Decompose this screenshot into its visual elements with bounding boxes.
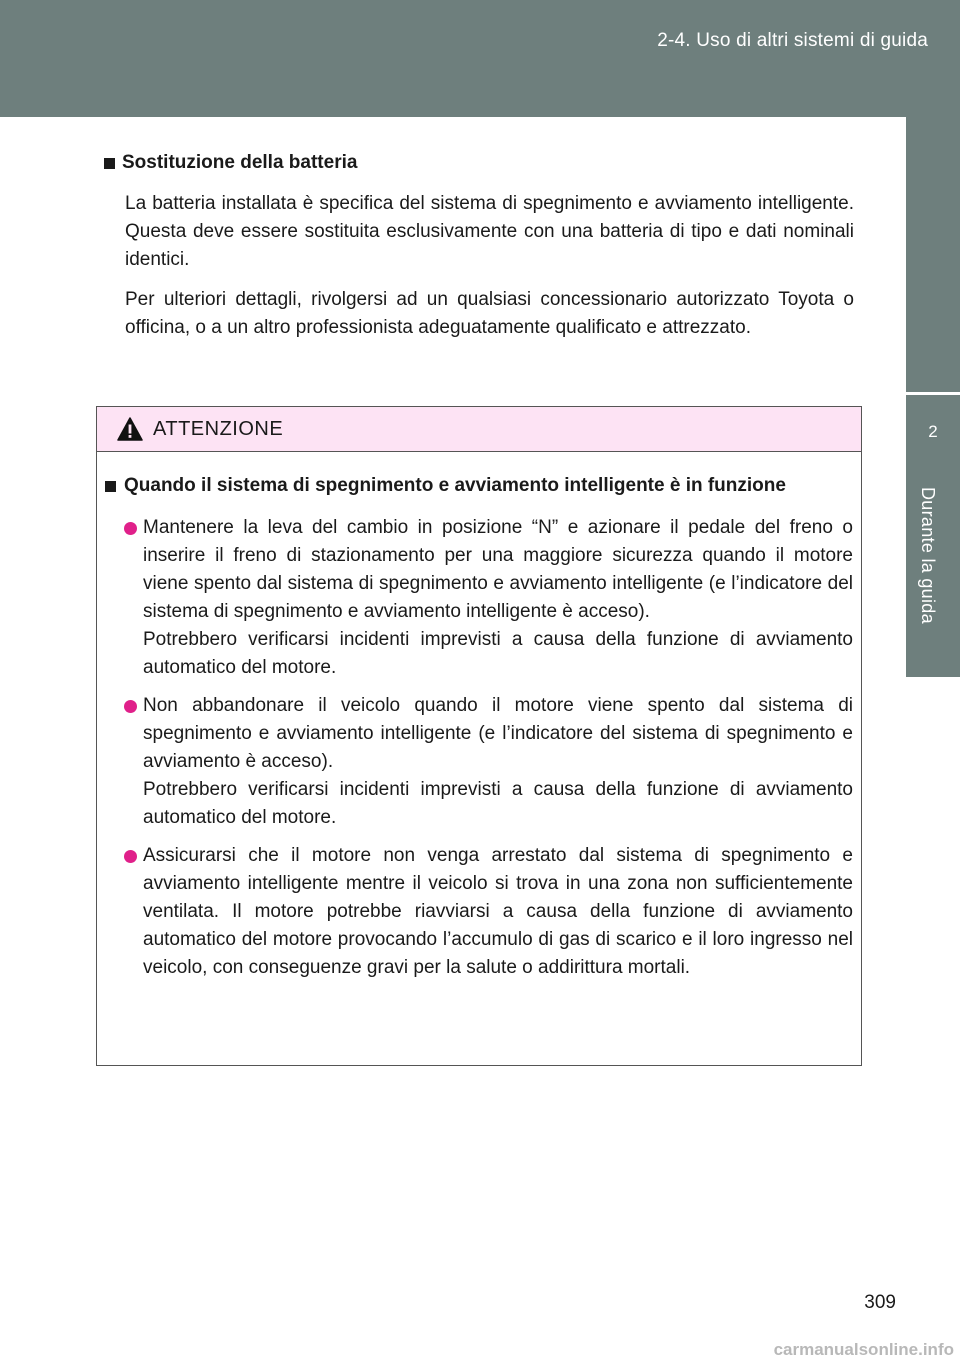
attention-body [97, 452, 861, 982]
list-item [105, 692, 853, 832]
attention-header [97, 407, 861, 452]
bullet-text: Assicurarsi che il motore non venga arrestato dal sistema di spegnimento e avviamento intelligente mentre il veicolo si trova in una zona non sufficientemente ventilata. Il motore potrebbe riavviarsi a causa della funzione di avviamento automatico del motore provocando l’accumulo di gas di scarico e il loro ingresso nel veicolo, con conseguenze gravi per la salute o addirittura mortali. [143, 845, 853, 978]
watermark: carmanualsonline.info [773, 1340, 954, 1359]
paragraph: Per ulteriori dettagli, rivolgersi ad un qualsiasi concessionario autorizzato Toyota o officina, o a un altro professionista adeguatamente qualificato e attrezzato. [125, 289, 854, 338]
attention-heading-text: Quando il sistema di spegnimento e avviamento intelligente è in funzione [124, 475, 786, 496]
bullet-dot-icon [124, 522, 137, 535]
chapter-side-tab [906, 117, 960, 677]
bullet-note: Potrebbero verificarsi incidenti imprevisti a causa della funzione di avviamento automatico del motore. [143, 779, 853, 828]
main-content [104, 152, 854, 354]
list-item [105, 514, 853, 682]
page-number: 309 [864, 1292, 896, 1313]
chapter-label: Durante la guida [918, 487, 938, 624]
section-heading [104, 152, 854, 174]
attention-heading [105, 472, 853, 500]
bullet-note: Potrebbero verificarsi incidenti imprevisti a causa della funzione di avviamento automatico del motore. [143, 629, 853, 678]
section-heading-text: Sostituzione della batteria [122, 152, 358, 173]
page-header-band [0, 0, 960, 117]
bullet-text: Non abbandonare il veicolo quando il motore viene spento dal sistema di spegnimento e avviamento intelligente (e l’indicatore del sistema di spegnimento e avviamento è acceso). [143, 695, 853, 772]
side-tab-divider [906, 117, 960, 395]
square-bullet-icon [104, 158, 115, 169]
warning-triangle-icon [117, 417, 143, 441]
attention-box [96, 406, 862, 1066]
square-bullet-icon [105, 481, 116, 492]
bullet-text: Mantenere la leva del cambio in posizione “N” e azionare il pedale del freno o inserire il freno di stazionamento per una maggiore sicurezza quando il motore viene spento dal sistema di spegnimento e avviamento intelligente (e l’indicatore del sistema di spegnimento e avviamento intelligente è acceso). [143, 517, 853, 622]
attention-title: ATTENZIONE [153, 417, 284, 440]
paragraph: La batteria installata è specifica del sistema di spegnimento e avviamento intelligente. Questa deve essere sostituita esclusivamente con una batteria di tipo e dati nominali identici. [125, 193, 854, 270]
section-title: 2-4. Uso di altri sistemi di guida [657, 30, 928, 51]
list-item [105, 842, 853, 982]
chapter-number: 2 [928, 422, 938, 441]
bullet-dot-icon [124, 700, 137, 713]
bullet-dot-icon [124, 850, 137, 863]
